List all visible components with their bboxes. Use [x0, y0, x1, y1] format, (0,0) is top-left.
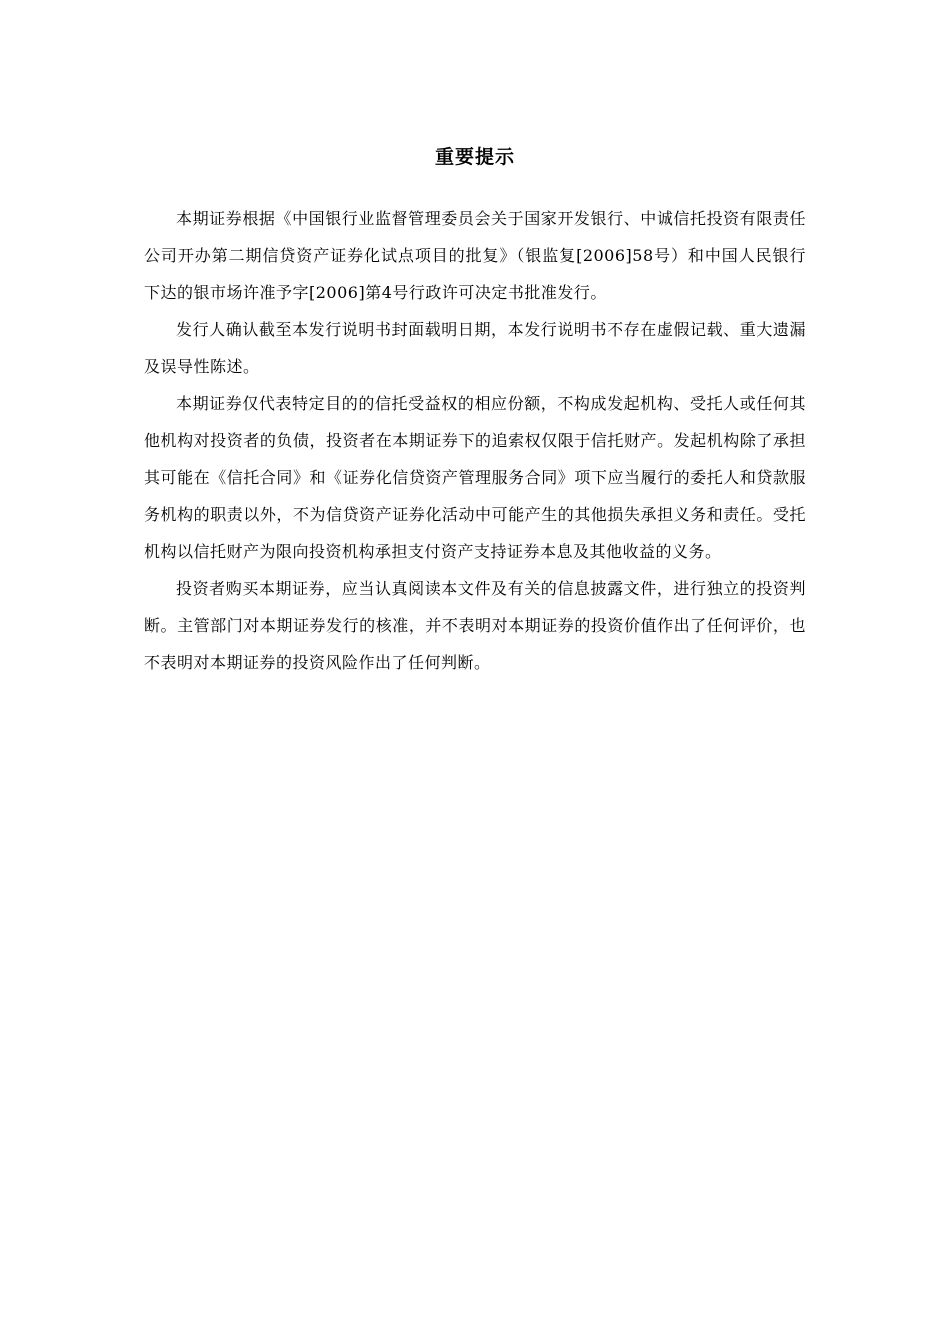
- paragraph-issuer-confirmation: 发行人确认截至本发行说明书封面载明日期，本发行说明书不存在虚假记载、重大遗漏及误导性陈述。: [144, 320, 806, 376]
- paragraph-security-nature: 本期证券仅代表特定目的的信托受益权的相应份额，不构成发起机构、受托人或任何其他机构对投资者的负债，投资者在本期证券下的追索权仅限于信托财产。发起机构除了承担其可能在《信托合同》和《证券化信贷资产管理服务合同》项下应当履行的委托人和贷款服务机构的职责以外，不为信贷资产证券化活动中可能产生的其他损失承担义务和责任。受托机构以信托财产为限向投资机构承担支付资产支持证券本息及其他收益的义务。: [144, 394, 806, 561]
- document-body: [144, 200, 806, 681]
- paragraph-approval: 本期证券根据《中国银行业监督管理委员会关于国家开发银行、中诚信托投资有限责任公司开办第二期信贷资产证券化试点项目的批复》（银监复[2006]58号）和中国人民银行下达的银市场许准予字[2006]第4号行政许可决定书批准发行。: [144, 209, 806, 302]
- paragraph-investor-notice: 投资者购买本期证券，应当认真阅读本文件及有关的信息披露文件，进行独立的投资判断。主管部门对本期证券发行的核准，并不表明对本期证券的投资价值作出了任何评价，也不表明对本期证券的投资风险作出了任何判断。: [144, 579, 806, 672]
- page-title: 重要提示: [434, 146, 515, 168]
